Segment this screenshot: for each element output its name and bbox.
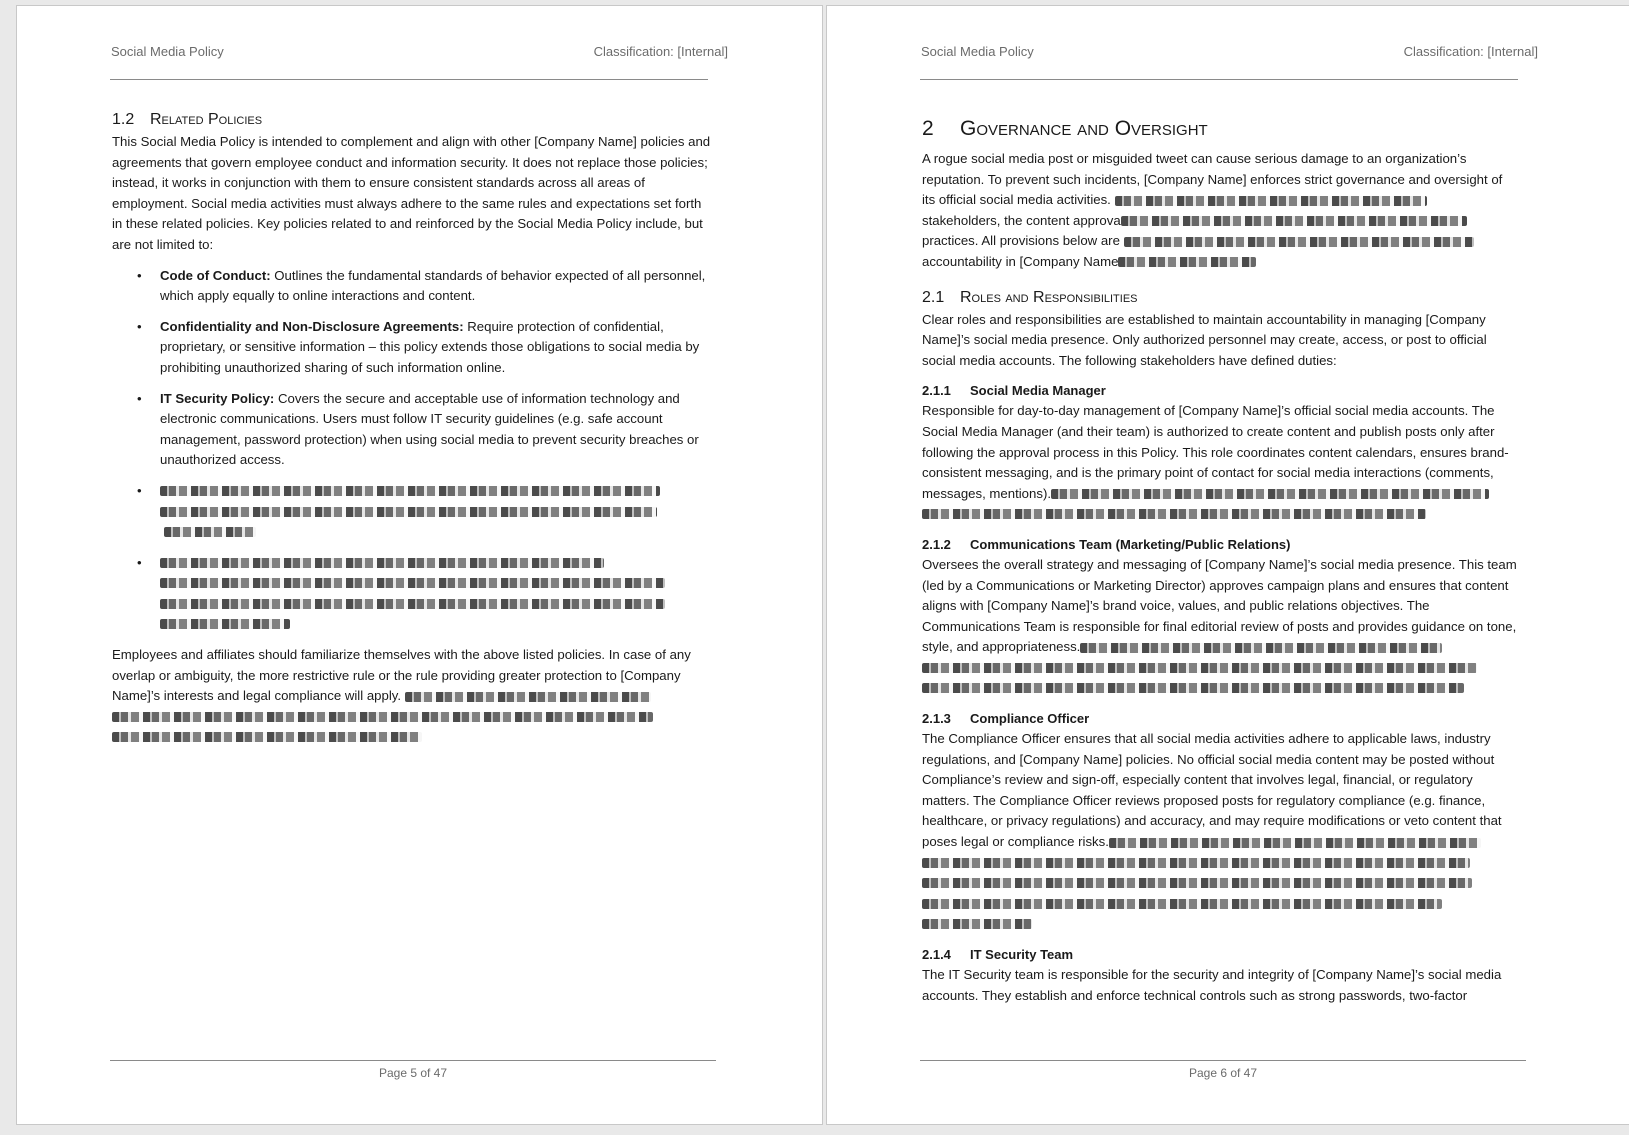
subsection-heading-social-media-manager: 2.1.1 Social Media Manager xyxy=(922,383,1106,399)
bullet-icon: • xyxy=(137,267,142,283)
compliance-officer-text: The Compliance Officer ensures that all social media activities adhere to applicable laws, industry regulations, and [Company Name] policies. No official social media content may be posted without Compliance’s review and sign-off, especially content that involves legal, financial, or regulatory matters. The Compliance Officer reviews proposed posts for regulatory compliance (e.g. finance, healthcare, or privacy regulations) and accuracy, and may require modifications or veto content that poses legal or compliance risks. xyxy=(922,731,1502,850)
redacted-text xyxy=(922,878,1472,888)
redacted-text xyxy=(922,509,1426,519)
footer-divider xyxy=(110,1060,716,1061)
redacted-text xyxy=(922,858,1470,868)
header-doc-title: Social Media Policy xyxy=(921,44,1034,59)
subsection-heading-it-security-team: 2.1.4 IT Security Team xyxy=(922,947,1074,962)
redacted-text xyxy=(922,683,1464,693)
redacted-text xyxy=(1051,489,1489,499)
governance-intro: A rogue social media post or misguided tweet can cause serious damage to an organization’s reputation. To prevent such incidents, [Company Name] enforces strict governance and oversight of its official social media activities. stakeholders, the content approva practices. All provisions below are accountability in [Company Name xyxy=(922,151,1503,269)
redacted-text xyxy=(164,527,256,537)
chapter-title: Governance and Oversight xyxy=(960,117,1208,140)
section-number: 1.2 xyxy=(112,111,135,128)
section-title: Related Policies xyxy=(150,111,263,128)
chapter-heading-governance xyxy=(922,115,1522,143)
header-divider xyxy=(920,79,1518,80)
bullet-icon: • xyxy=(137,318,142,334)
redacted-text xyxy=(1118,257,1256,267)
section-heading-roles xyxy=(922,287,1522,309)
related-policies-intro: This Social Media Policy is intended to complement and align with other [Company Name] policies and agreements that govern employee conduct and information security. It does not replace those policies; instead, it works in conjunction with them to ensure consistent standards across all areas of employment. Social media activities must always adhere to the same rules and expectations set forth in these related policies. Key policies related to and reinforced by the Social Media Policy include, but are not limited to: xyxy=(112,134,711,252)
page-number: Page 5 of 47 xyxy=(378,1066,448,1080)
redacted-text xyxy=(405,692,651,702)
social-media-manager-text: Responsible for day-to-day management of [Company Name]’s official social media accounts. The Social Media Manager (and their team) is authorized to create content and publish posts only after following the approval process in this Policy. This role coordinates content calendars, ensures brand-consistent messaging, and is the primary point of contact for social media interactions (comments, messages, mentions). xyxy=(922,403,1509,501)
footer-divider xyxy=(920,1060,1526,1061)
redacted-text xyxy=(160,578,665,588)
redacted-text xyxy=(112,712,653,722)
redacted-text xyxy=(922,919,1032,929)
section-number: 2.1 xyxy=(922,288,945,306)
policy-term: IT Security Policy: xyxy=(160,390,275,406)
policy-term: Confidentiality and Non-Disclosure Agreements: xyxy=(160,318,464,334)
redacted-text xyxy=(1080,643,1442,653)
header-classification: Classification: [Internal] xyxy=(593,44,728,59)
subsection-heading-compliance-officer: 2.1.3 Compliance Officer xyxy=(922,711,1090,727)
redacted-text xyxy=(1109,838,1481,848)
list-item-redacted xyxy=(112,481,712,543)
page-number: Page 6 of 47 xyxy=(1188,1066,1258,1080)
redacted-text xyxy=(922,899,1442,909)
redacted-text xyxy=(160,558,604,568)
policy-description: Outlines the fundamental standards of behavior expected of all personnel, which apply equally to online interactions and content. xyxy=(160,267,706,304)
list-item xyxy=(112,266,712,307)
chapter-number: 2 xyxy=(922,117,934,140)
page-6-body xyxy=(922,109,1522,1006)
communications-team-text: Oversees the overall strategy and messaging of [Company Name]’s social media presence. This team (led by a Communications or Marketing Director) approves campaign plans and ensures that content aligns with [Company Name]’s brand voice, values, and public relations objectives. The Communications Team is responsible for final editorial review of posts and provides guidance on tone, style, and appropriateness. xyxy=(922,556,1517,655)
section-title: Roles and Responsibilities xyxy=(960,288,1138,306)
header-doc-title: Social Media Policy xyxy=(111,44,224,59)
header-classification: Classification: [Internal] xyxy=(1403,44,1538,59)
policy-term: Code of Conduct: xyxy=(160,267,271,283)
subsection-heading-communications-team: 2.1.2 Communications Team (Marketing/Public Relations) xyxy=(922,536,1291,552)
policy-description: Covers the secure and acceptable use of information technology and electronic communications. Users must follow IT security guidelines (e.g. safe account management, password protection) when using social media to prevent security breaches or unauthorized access. xyxy=(160,390,699,468)
list-item xyxy=(112,317,712,379)
bullet-icon: • xyxy=(137,482,142,498)
it-security-team-text: The IT Security team is responsible for the security and integrity of [Company Name]’s social media accounts. They establish and enforce technical controls such as strong passwords, two-factor xyxy=(922,967,1502,1003)
redacted-text xyxy=(160,599,665,609)
section-heading-related-policies xyxy=(112,109,712,131)
redacted-text xyxy=(112,732,422,742)
redacted-text xyxy=(1121,216,1467,226)
redacted-text xyxy=(1115,196,1427,206)
list-item-redacted xyxy=(112,553,712,635)
bullet-icon: • xyxy=(137,554,142,570)
list-item xyxy=(112,389,712,471)
roles-intro: Clear roles and responsibilities are established to maintain accountability in managing [Company Name]’s social media presence. Only authorized personnel may create, access, or post to official social media accounts. The following stakeholders have defined duties: xyxy=(922,311,1487,368)
redacted-text xyxy=(922,663,1477,673)
header-divider xyxy=(110,79,708,80)
bullet-icon: • xyxy=(137,390,142,406)
redacted-text xyxy=(160,507,657,517)
policy-description: Require protection of confidential, proprietary, or sensitive information – this policy extends those obligations to social media by prohibiting unauthorized sharing of such information online. xyxy=(160,318,700,375)
related-policies-closing: Employees and affiliates should familiarize themselves with the above listed policies. In case of any overlap or ambiguity, the more restrictive rule or the rule providing greater protection to [Company Name]’s interests and legal compliance will apply. xyxy=(112,647,691,704)
redacted-text xyxy=(160,619,290,629)
page-5-body xyxy=(112,109,712,748)
document-page-5 xyxy=(16,5,823,1125)
redacted-text xyxy=(160,486,660,496)
document-page-6 xyxy=(826,5,1629,1125)
redacted-text xyxy=(1124,237,1474,247)
related-policies-list xyxy=(112,266,712,636)
